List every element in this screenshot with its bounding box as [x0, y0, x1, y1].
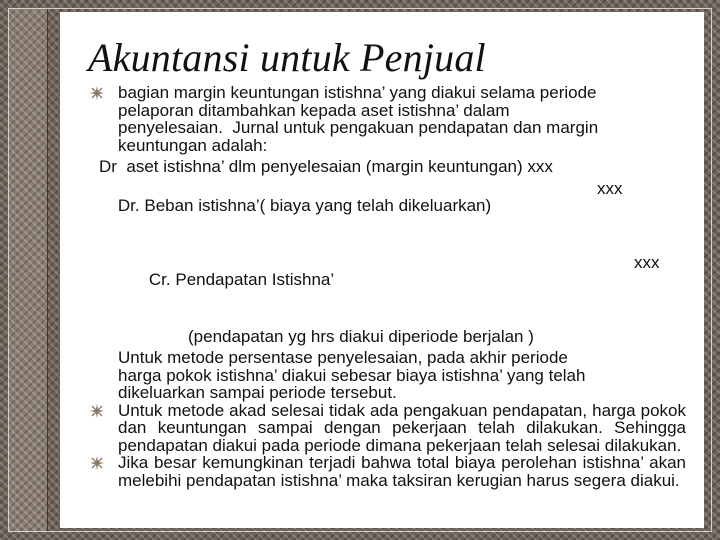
left-decorative-band — [9, 9, 48, 531]
sparkle-bullet-icon — [90, 404, 104, 418]
sparkle-bullet-icon — [90, 86, 104, 100]
journal-text: (pendapatan yg hrs diakui diperiode berjalan ) — [188, 326, 534, 346]
journal-line-4 — [88, 328, 686, 346]
journal-label: Dr. Beban istishna’( biaya yang telah dikeluarkan) — [117, 196, 492, 215]
journal-line-1 — [88, 158, 686, 176]
journal-label: Cr. Pendapatan Istishna’ — [148, 270, 335, 289]
percentage-method-paragraph — [88, 349, 686, 402]
journal-text: Dr aset istishna’ dlm penyelesaian (margin keuntungan) xxx — [99, 157, 553, 176]
paragraph-line: Untuk metode persentase penyelesaian, pada akhir periode — [118, 348, 568, 367]
bullet-expected-loss — [88, 454, 686, 489]
bullet-line: penyelesaian. Jurnal untuk pengakuan pendapatan dan margin — [118, 118, 599, 137]
bullet-line: pelaporan ditambahkan kepada aset istishna’ dalam — [118, 100, 510, 120]
bullet-text: Jika besar kemungkinan terjadi bahwa total biaya perolehan istishna’ akan melebihi pendapatan istishna’ maka taksiran kerugian harus segera diakui. — [118, 453, 686, 490]
bullet-completed-contract — [88, 402, 686, 455]
journal-amount: xxx — [597, 178, 623, 198]
bullet-line: bagian margin keuntungan istishna’ yang diakui selama periode — [118, 83, 597, 102]
journal-amount: xxx — [634, 252, 660, 272]
journal-line-2 — [88, 180, 686, 250]
slide-title: Akuntansi untuk Penjual — [88, 35, 486, 80]
paragraph-line: harga pokok istishna’ diakui sebesar biaya istishna’ yang telah — [118, 365, 586, 385]
paragraph-line: dikeluarkan sampai periode tersebut. — [118, 383, 397, 402]
bullet-margin-recognition — [88, 84, 686, 154]
bullet-line: keuntungan adalah: — [118, 135, 268, 155]
journal-line-3 — [88, 254, 686, 324]
bullet-text: Untuk metode akad selesai tidak ada pengakuan pendapatan, harga pokok dan keuntungan sampai dengan pekerjaan telah dilakukan. Sehingga pendapatan diakui pada periode dimana pekerjaan telah selesai dilakukan. — [118, 400, 686, 455]
sparkle-bullet-icon — [90, 456, 104, 470]
slide-body — [88, 84, 686, 489]
